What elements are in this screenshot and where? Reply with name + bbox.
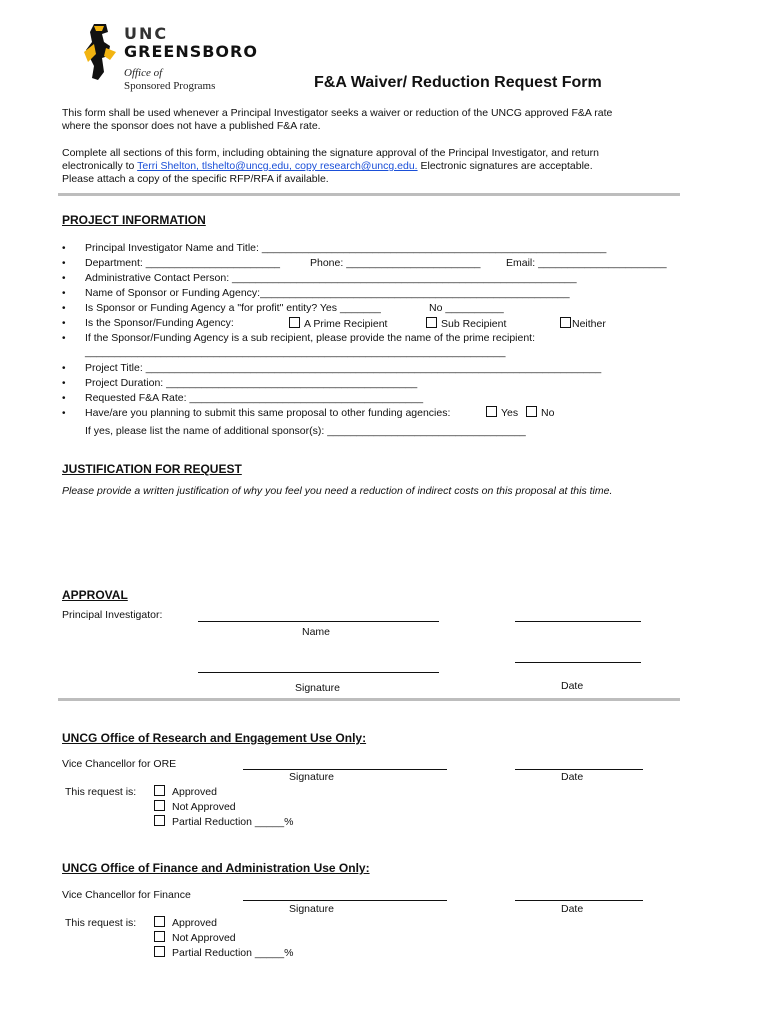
instructions-line-1: Complete all sections of this form, including obtaining the signature approval of the Principal Investigator, and return bbox=[62, 147, 599, 159]
ore-not-approved-option[interactable]: Not Approved bbox=[154, 800, 236, 814]
justification-heading: JUSTIFICATION FOR REQUEST bbox=[62, 462, 242, 476]
signature-label: Signature bbox=[295, 682, 340, 694]
logo-office-text: Office of bbox=[124, 67, 163, 79]
bullet: • bbox=[62, 288, 66, 299]
neither-option[interactable]: Neither bbox=[560, 317, 606, 330]
pi-name-field[interactable]: Principal Investigator Name and Title: ___________________________________________________________ bbox=[85, 242, 607, 254]
form-title: F&A Waiver/ Reduction Request Form bbox=[314, 74, 602, 91]
justification-prompt: Please provide a written justification of why you feel you need a reduction of indirect costs on this proposal at this time. bbox=[62, 485, 613, 497]
for-profit-no-field[interactable]: No __________ bbox=[429, 302, 504, 314]
logo-sponsored-programs-text: Sponsored Programs bbox=[124, 80, 216, 92]
approval-heading: APPROVAL bbox=[62, 588, 128, 602]
ore-not-approved-checkbox[interactable] bbox=[154, 800, 165, 811]
finance-partial-checkbox[interactable] bbox=[154, 946, 165, 957]
other-agencies-no-option[interactable]: No bbox=[526, 406, 554, 419]
bullet: • bbox=[62, 243, 66, 254]
instructions-line-3: Please attach a copy of the specific RFP/RFA if available. bbox=[62, 173, 329, 185]
finance-approved-option[interactable]: Approved bbox=[154, 916, 217, 930]
sub-recipient-note: If the Sponsor/Funding Agency is a sub recipient, please provide the name of the prime recipient: bbox=[85, 332, 536, 344]
bullet: • bbox=[62, 303, 66, 314]
prime-recipient-name-field[interactable]: ________________________________________________________________________ bbox=[85, 346, 506, 358]
ore-signature-line[interactable] bbox=[243, 769, 447, 770]
other-agencies-yes-checkbox[interactable] bbox=[486, 406, 497, 417]
ore-partial-checkbox[interactable] bbox=[154, 815, 165, 826]
date-label: Date bbox=[561, 680, 584, 692]
sponsor-name-field[interactable]: Name of Sponsor or Funding Agency:_____________________________________________________ bbox=[85, 287, 570, 299]
section-divider bbox=[58, 193, 680, 196]
uncg-logo bbox=[80, 22, 258, 94]
sub-recipient-option[interactable]: Sub Recipient bbox=[426, 317, 506, 330]
for-profit-yes-field[interactable]: Is Sponsor or Funding Agency a "for profit" entity? Yes _______ bbox=[85, 302, 381, 314]
ore-date-label: Date bbox=[561, 771, 584, 783]
admin-contact-field[interactable]: Administrative Contact Person: ___________________________________________________________ bbox=[85, 272, 577, 284]
other-agencies-question: Have/are you planning to submit this same proposal to other funding agencies: bbox=[85, 407, 451, 419]
bullet: • bbox=[62, 258, 66, 269]
ore-approved-option[interactable]: Approved bbox=[154, 785, 217, 799]
ore-signature-label: Signature bbox=[289, 771, 334, 783]
other-sponsors-field[interactable]: If yes, please list the name of additional sponsor(s): __________________________________ bbox=[85, 425, 526, 437]
bullet: • bbox=[62, 363, 66, 374]
prime-recipient-option[interactable]: A Prime Recipient bbox=[289, 317, 387, 330]
other-agencies-no-checkbox[interactable] bbox=[526, 406, 537, 417]
project-title-field[interactable]: Project Title: ______________________________________________________________________________ bbox=[85, 362, 602, 374]
finance-approved-checkbox[interactable] bbox=[154, 916, 165, 927]
requested-rate-field[interactable]: Requested F&A Rate: ________________________________________ bbox=[85, 392, 424, 404]
sub-recipient-checkbox[interactable] bbox=[426, 317, 437, 328]
prime-recipient-checkbox[interactable] bbox=[289, 317, 300, 328]
ore-heading: UNCG Office of Research and Engagement Use Only: bbox=[62, 731, 367, 745]
bullet: • bbox=[62, 273, 66, 284]
intro-line-2: where the sponsor does not have a published F&A rate. bbox=[62, 120, 321, 132]
finance-request-label: This request is: bbox=[65, 917, 137, 929]
finance-signature-label: Signature bbox=[289, 903, 334, 915]
bullet: • bbox=[62, 318, 66, 329]
bullet: • bbox=[62, 333, 66, 344]
ore-vc-label: Vice Chancellor for ORE bbox=[62, 758, 177, 770]
bullet: • bbox=[62, 393, 66, 404]
finance-partial-option[interactable]: Partial Reduction _____% bbox=[154, 946, 293, 960]
ore-partial-option[interactable]: Partial Reduction _____% bbox=[154, 815, 293, 829]
logo-unc-text: UNC bbox=[124, 24, 169, 43]
spartan-logo-icon bbox=[80, 22, 120, 82]
ore-request-label: This request is: bbox=[65, 786, 137, 798]
other-agencies-yes-option[interactable]: Yes bbox=[486, 406, 518, 419]
ore-approved-checkbox[interactable] bbox=[154, 785, 165, 796]
pi-signature-date-line[interactable] bbox=[515, 662, 641, 663]
section-divider bbox=[58, 698, 680, 701]
pi-label: Principal Investigator: bbox=[62, 609, 163, 621]
project-info-heading: PROJECT INFORMATION bbox=[62, 213, 206, 227]
intro-line-1: This form shall be used whenever a Principal Investigator seeks a waiver or reduction of the UNCG approved F&A rate bbox=[62, 107, 613, 119]
email-field[interactable]: Email: ______________________ bbox=[506, 257, 667, 269]
finance-signature-line[interactable] bbox=[243, 900, 447, 901]
instructions-line-2: electronically to Terri Shelton, tlshelto@uncg.edu, copy research@uncg.edu. Electronic signatures are acceptable. bbox=[62, 160, 593, 172]
finance-heading: UNCG Office of Finance and Administration Use Only: bbox=[62, 861, 370, 875]
sponsor-type-label: Is the Sponsor/Funding Agency: bbox=[85, 317, 234, 329]
finance-date-label: Date bbox=[561, 903, 584, 915]
pi-name-line[interactable] bbox=[198, 621, 439, 622]
bullet: • bbox=[62, 408, 66, 419]
finance-vc-label: Vice Chancellor for Finance bbox=[62, 889, 191, 901]
department-field[interactable]: Department: _______________________ bbox=[85, 257, 281, 269]
pi-signature-line[interactable] bbox=[198, 672, 439, 673]
finance-date-line[interactable] bbox=[515, 900, 643, 901]
phone-field[interactable]: Phone: _______________________ bbox=[310, 257, 481, 269]
project-duration-field[interactable]: Project Duration: ___________________________________________ bbox=[85, 377, 418, 389]
pi-name-date-line[interactable] bbox=[515, 621, 641, 622]
neither-checkbox[interactable] bbox=[560, 317, 571, 328]
contact-email-link[interactable]: Terri Shelton, tlshelto@uncg.edu, copy research@uncg.edu. bbox=[137, 160, 418, 172]
finance-not-approved-option[interactable]: Not Approved bbox=[154, 931, 236, 945]
name-label: Name bbox=[302, 626, 331, 638]
logo-greensboro-text: GREENSBORO bbox=[124, 42, 258, 61]
bullet: • bbox=[62, 378, 66, 389]
finance-not-approved-checkbox[interactable] bbox=[154, 931, 165, 942]
ore-date-line[interactable] bbox=[515, 769, 643, 770]
